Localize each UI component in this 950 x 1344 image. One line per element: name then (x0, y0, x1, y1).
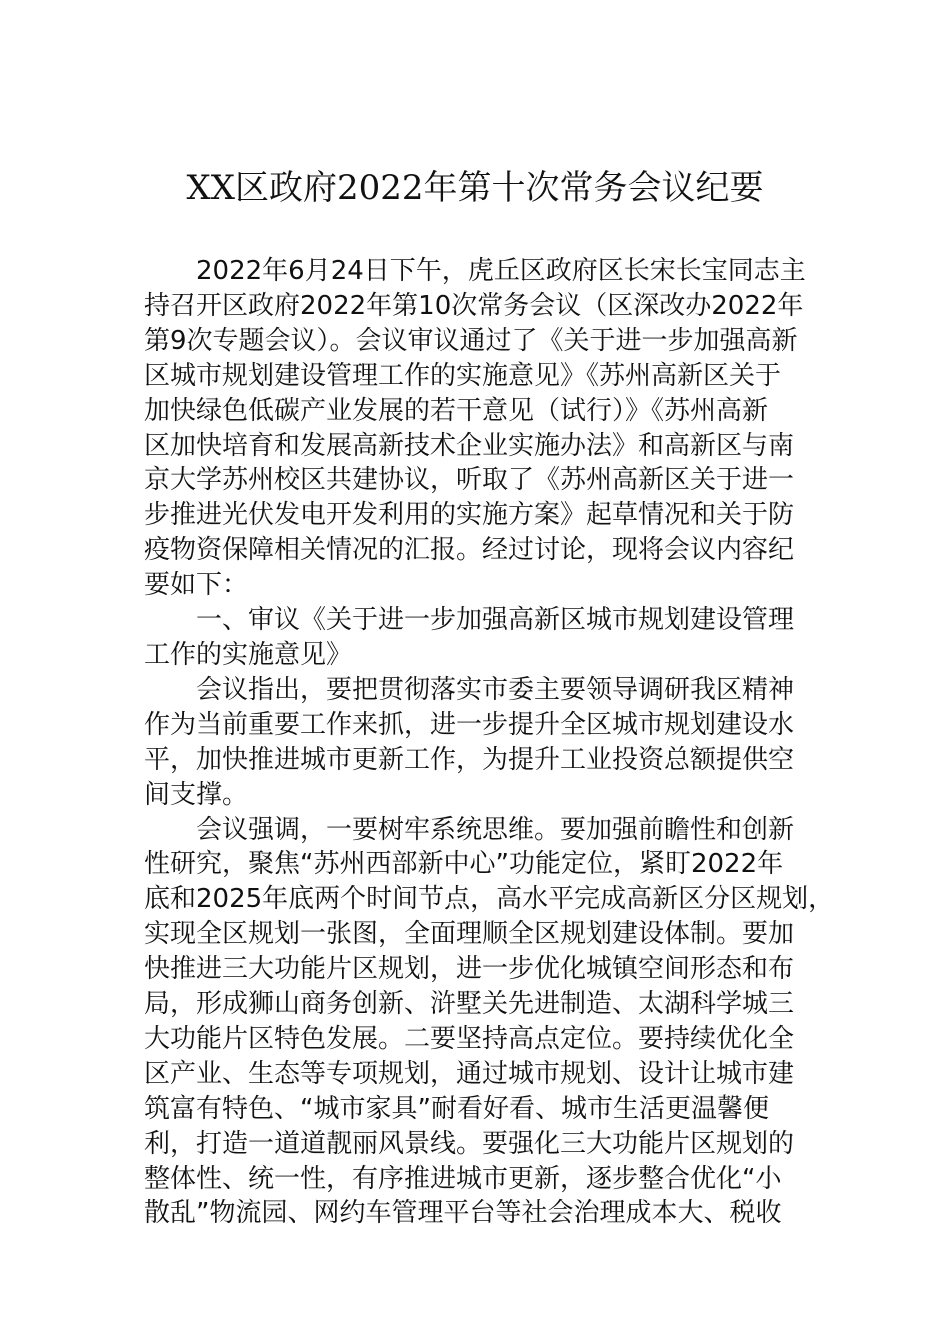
text-line: 平，加快推进城市更新工作，为提升工业投资总额提供空 (144, 744, 795, 775)
text-line: 间支撑。 (144, 779, 249, 810)
text-line: 疫物资保障相关情况的汇报。经过讨论，现将会议内容纪 (144, 535, 795, 566)
text-line: 京大学苏州校区共建协议，听取了《苏州高新区关于进一 (144, 465, 795, 496)
text-line: 区城市规划建设管理工作的实施意见》《苏州高新区关于 (144, 360, 782, 391)
text-line: 作为当前重要工作来抓，进一步提升全区城市规划建设水 (144, 709, 795, 740)
text-line: 大功能片区特色发展。二要坚持高点定位。要持续优化全 (144, 1023, 795, 1054)
text-line: 一、审议《关于进一步加强高新区城市规划建设管理 (196, 605, 795, 636)
text-line: 加快绿色低碳产业发展的若干意见（试行）》《苏州高新 (144, 395, 769, 426)
text-line: 步推进光伏发电开发利用的实施方案》起草情况和关于防 (144, 500, 795, 531)
document-body (144, 254, 835, 1231)
text-line: 第9次专题会议）。会议审议通过了《关于进一步加强高新 (144, 325, 798, 356)
text-line: 持召开区政府2022年第10次常务会议（区深改办2022年 (144, 290, 804, 321)
text-line: 2022年6月24日下午，虎丘区政府区长宋长宝同志主 (196, 256, 806, 286)
paragraph-meeting-emphasis (144, 813, 835, 1232)
text-line: 实现全区规划一张图，全面理顺全区规划建设体制。要加 (144, 919, 795, 950)
text-line: 整体性、统一性，有序推进城市更新，逐步整合优化“小 (144, 1163, 782, 1194)
text-line: 散乱”物流园、网约车管理平台等社会治理成本大、税收 (144, 1198, 782, 1229)
paragraph-meeting-points (144, 673, 814, 813)
text-line: 会议指出，要把贯彻落实市委主要领导调研我区精神 (196, 674, 795, 705)
text-line: 底和2025年底两个时间节点，高水平完成高新区分区规划， (144, 884, 835, 915)
text-line: 筑富有特色、“城市家具”耐看好看、城市生活更温馨便 (144, 1093, 769, 1124)
text-line: 性研究，聚焦“苏州西部新中心”功能定位，紧盯2022年 (144, 849, 784, 880)
text-line: 区加快培育和发展高新技术企业实施办法》和高新区与南 (144, 430, 795, 461)
text-line: 区产业、生态等专项规划，通过城市规划、设计让城市建 (144, 1058, 795, 1089)
section-heading-1 (144, 603, 814, 673)
text-line: 局，形成狮山商务创新、浒墅关先进制造、太湖科学城三 (144, 989, 795, 1020)
text-line: 利，打造一道道靓丽风景线。要强化三大功能片区规划的 (144, 1128, 795, 1159)
text-line: 工作的实施意见》 (144, 639, 353, 670)
text-line: 快推进三大功能片区规划，进一步优化城镇空间形态和布 (144, 954, 795, 985)
document-title: XX区政府2022年第十次常务会议纪要 (186, 168, 764, 208)
text-line: 要如下： (144, 570, 249, 601)
paragraph-intro (144, 254, 814, 603)
text-line: 会议强调，一要树牢系统思维。要加强前瞻性和创新 (196, 814, 795, 845)
